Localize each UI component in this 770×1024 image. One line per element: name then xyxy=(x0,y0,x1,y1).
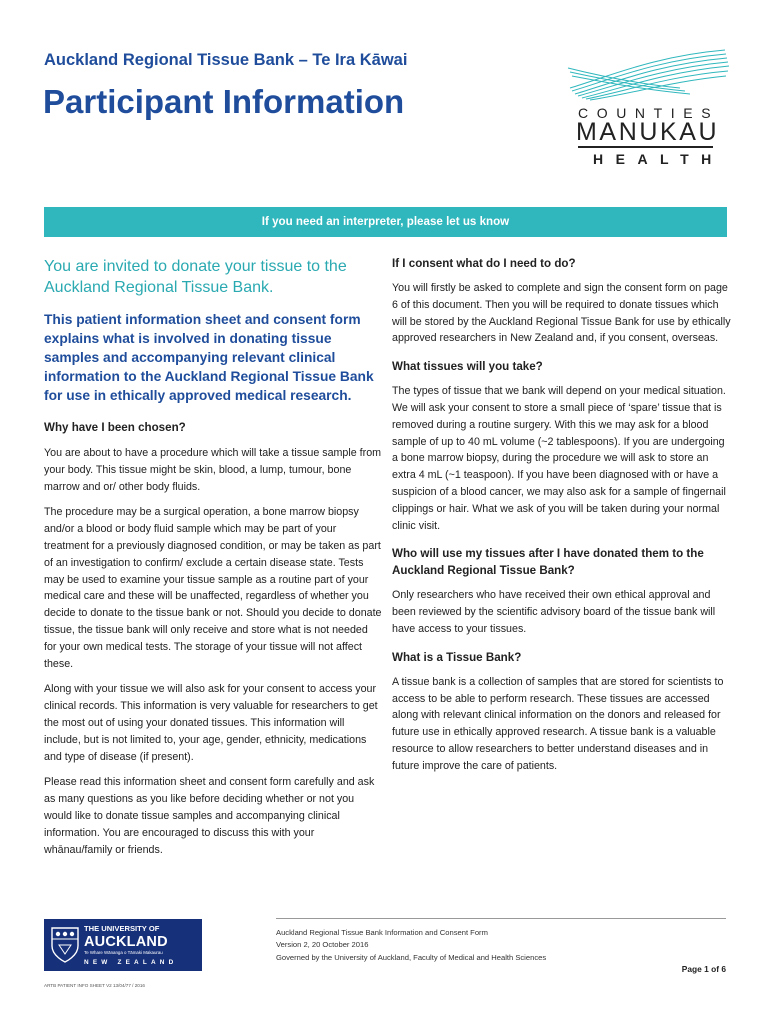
footer-governance: Governed by the University of Auckland, Faculty of Medical and Health Sciences xyxy=(276,952,547,962)
paragraph-consent: You will firstly be asked to complete and sign the consent form on page 6 of this document. Then you will be required to donate tissues which will be stored by the Auckland Regional Tissue Bank for use by ethically approved researchers in New Zealand and, if you consent, overseas. xyxy=(392,282,731,345)
intro-paragraph: This patient information sheet and consent form explains what is involved in donating tissue samples and accompanying relevant clinical information to the Auckland Regional Tissue Bank for use in ethically approved medical research. xyxy=(44,312,374,403)
section-heading-tissues: What tissues will you take? xyxy=(392,360,543,374)
paragraph-clinical-records: Along with your tissue we will also ask for your consent to access your clinical records. This information is very valuable for researchers to get the most out of using your donated tissues. This information will include, but is not limited to, your age, gender, ethnicity, medications and type of disease (if present). xyxy=(44,683,378,763)
logo-university-of-text: THE UNIVERSITY OF xyxy=(84,924,160,933)
logo-auckland-text: AUCKLAND xyxy=(84,934,168,950)
paragraph-who-uses: Only researchers who have received their own ethical approval and been reviewed by the scientific advisory board of the tissue bank will have access to your tissues. xyxy=(392,589,716,635)
logo-health-text: HEALTH xyxy=(593,151,724,167)
page-title: Participant Information xyxy=(43,83,405,120)
document-kicker: Auckland Regional Tissue Bank – Te Ira Kāwai xyxy=(44,51,408,69)
footer-version: Version 2, 20 October 2016 xyxy=(276,940,369,950)
paragraph-tissues: The types of tissue that we bank will depend on your medical situation. We will ask your consent to store a small piece of ‘spare’ tissue that is removed during a routine surgery. With this we may ask for a blood sample of up to 40 mL volume (~2 tablespoons). If you are undergoing a bone marrow biopsy, during the procedure we will ask to store an extra 4 mL (~1 teaspoon). If you have been diagnosed with or have a suspicion of a blood cancer, we may also ask for a sample of fingernail clippings or hair. What we ask of you will be taken during your normal clinic visit. xyxy=(392,385,726,532)
university-crest-icon xyxy=(50,926,80,964)
footer-form-title: Auckland Regional Tissue Bank Information and Consent Form xyxy=(276,928,488,937)
paragraph-read-carefully: Please read this information sheet and consent form carefully and ask as many questions as you like before deciding whether or not you would like to donate tissue samples and accompanying clinical information. You are encouraged to discuss this with your whānau/family or friends. xyxy=(44,776,375,856)
right-column xyxy=(392,255,732,786)
document-code: ARTB PATIENT INFO SHEET V2 13/04/77 / 2016 xyxy=(44,983,145,988)
paragraph-tissue-bank: A tissue bank is a collection of samples that are stored for scientists to access to be able to perform research. These tissues are accessed along with relevant clinical information on the donors and released for future use in ethically approved research. A tissue bank is a valuable resource to allow researchers to better understand diseases and in future improve the care of patients. xyxy=(392,675,724,772)
wave-lines-icon xyxy=(560,48,735,103)
interpreter-banner: If you need an interpreter, please let us know xyxy=(44,207,727,237)
paragraph-why-chosen-2: The procedure may be a surgical operation, a bone marrow biopsy and/or a blood or body fluid sample which may be part of your treatment for a previously diagnosed condition, or may be taken as part of an investigation to confirm/ exclude a certain disease state. Tests may be used to examine your tissue sample as a routine part of your medical care and these will be unaffected, regardless of whether you decide to donate to the tissue bank or not. Should you decide to donate tissue, the tissue bank will only receive and store what is not needed for your own medical tests. The storage of your tissue will not affect these. xyxy=(44,506,382,670)
logo-maori-name-text: Te Whare Wānanga o Tāmaki Makaurau xyxy=(84,950,163,955)
footer-divider xyxy=(276,918,726,919)
counties-manukau-logo xyxy=(560,48,735,173)
logo-counties-text: COUNTIES xyxy=(578,105,720,121)
paragraph-why-chosen-1: You are about to have a procedure which will take a tissue sample from your body. This tissue might be skin, blood, a lump, tumour, bone marrow and or/ other body fluids. xyxy=(44,447,382,493)
page-number: Page 1 of 6 xyxy=(681,964,726,974)
logo-manukau-text: MANUKAU xyxy=(576,118,720,146)
left-column xyxy=(44,256,382,867)
logo-divider xyxy=(578,146,713,148)
footer-info xyxy=(276,927,546,964)
section-heading-consent: If I consent what do I need to do? xyxy=(392,257,576,270)
university-of-auckland-logo xyxy=(44,919,202,971)
invitation-heading: You are invited to donate your tissue to the Auckland Regional Tissue Bank. xyxy=(44,258,347,296)
section-heading-why-chosen: Why have I been chosen? xyxy=(44,421,186,434)
section-heading-who-uses: Who will use my tissues after I have donated them to the Auckland Regional Tissue Bank? xyxy=(392,547,704,578)
logo-new-zealand-text: NEW ZEALAND xyxy=(84,959,178,966)
section-heading-tissue-bank: What is a Tissue Bank? xyxy=(392,650,522,664)
